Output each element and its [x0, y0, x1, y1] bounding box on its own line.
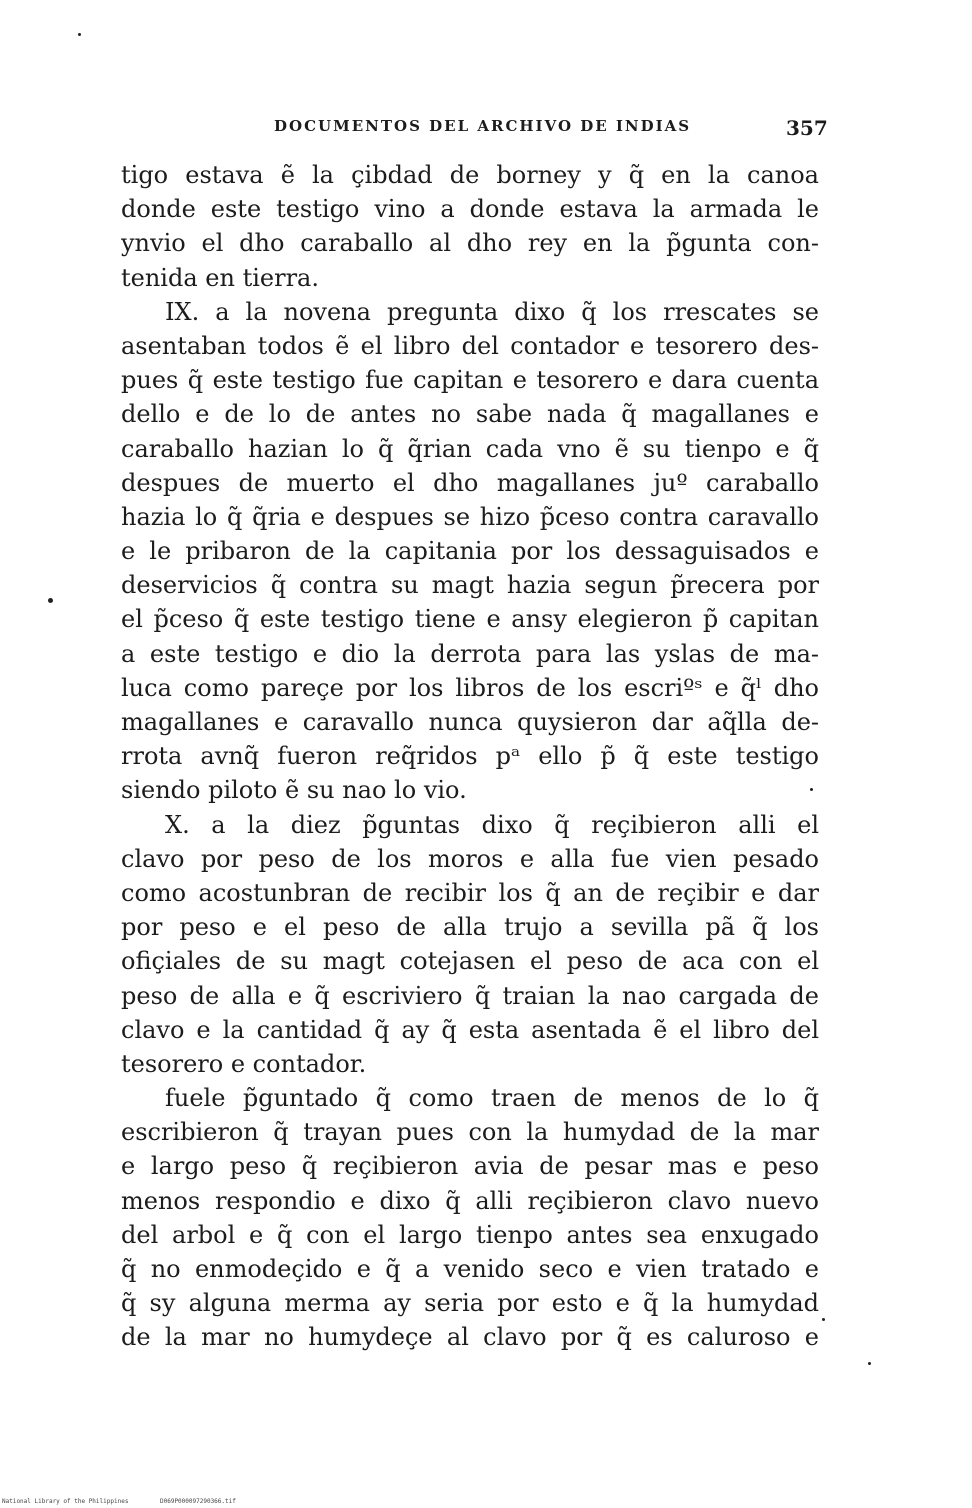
scan-speck [810, 788, 813, 791]
text-line: fuele p̃guntado q̃ como traen de menos de lo q̃ [165, 1084, 819, 1113]
body-text [121, 158, 819, 1355]
text-line: rrota avnq̃ fueron req̃ridos pᵃ ello p̃ q̃ este testigo [121, 742, 819, 771]
text-line: X. a la diez p̃guntas dixo q̃ reçibieron alli el [165, 810, 819, 839]
text-line: el p̃ceso q̃ este testigo tiene e ansy elegieron p̃ capitan [121, 605, 819, 634]
text-line: por peso e el peso de alla trujo a sevilla pã q̃ los [121, 913, 819, 942]
text-line: luca como pareçe por los libros de los escriºˢ e q̃ˡ dho [121, 673, 819, 702]
text-line: despues de muerto el dho magallanes juº caraballo [121, 468, 819, 497]
text-line: clavo e la cantidad q̃ ay q̃ esta asentada ẽ el libro del [121, 1015, 819, 1044]
scan-speck [78, 33, 81, 36]
text-line: magallanes e caravallo nunca quysieron dar aq̃lla de- [121, 708, 819, 736]
scan-speck [868, 1362, 871, 1365]
text-line: hazia lo q̃ q̃ria e despues se hizo p̃ceso contra caravallo [121, 502, 819, 531]
text-line: del arbol e q̃ con el largo tienpo antes sea enxugado [121, 1220, 819, 1249]
page-number: 357 [786, 116, 828, 140]
text-line: IX. a la novena pregunta dixo q̃ los rrescates se [165, 297, 819, 326]
text-line: escribieron q̃ trayan pues con la humydad de la mar [121, 1118, 819, 1147]
text-line: e largo peso q̃ reçibieron avia de pesar mas e peso [121, 1152, 819, 1181]
text-line: dello e de lo de antes no sabe nada q̃ magallanes e [121, 400, 819, 429]
text-line: de la mar no humydeçe al clavo por q̃ es caluroso e [121, 1323, 819, 1352]
text-line: tigo estava ẽ la çibdad de borney y q̃ en la canoa [121, 161, 819, 189]
text-line: donde este testigo vino a donde estava la armada le [121, 195, 819, 224]
text-line: e le pribaron de la capitania por los dessaguisados e [121, 537, 819, 566]
text-line: asentaban todos ẽ el libro del contador e tesorero des- [121, 331, 819, 360]
running-title: DOCUMENTOS DEL ARCHIVO DE INDIAS [274, 117, 692, 135]
text-line: pues q̃ este testigo fue capitan e tesorero e dara cuenta [121, 366, 819, 395]
text-line: como acostunbran de recibir los q̃ an de reçibir e dar [121, 878, 819, 907]
scan-speck [48, 598, 53, 603]
text-line: tenida en tierra. [121, 263, 319, 292]
text-line: menos respondio e dixo q̃ alli reçibieron clavo nuevo [121, 1186, 819, 1215]
text-line: clavo por peso de los moros e alla fue vien pesado [121, 844, 819, 873]
text-line: q̃ sy alguna merma ay seria por esto e q̃ la humydad [121, 1289, 819, 1318]
text-line: siendo piloto ẽ su nao lo vio. [121, 776, 467, 805]
footer-library: National Library of the Philippines [2, 1498, 129, 1505]
footer-file-code: D069P000097290366.tif [160, 1498, 236, 1505]
text-line: tesorero e contador. [121, 1049, 367, 1078]
scan-speck [822, 1318, 825, 1321]
text-line: peso de alla e q̃ escriviero q̃ traian la nao cargada de [121, 981, 819, 1010]
text-line: a este testigo e dio la derrota para las yslas de ma- [121, 639, 819, 668]
text-line: caraballo hazian lo q̃ q̃rian cada vno ẽ su tienpo e q̃ [121, 434, 819, 463]
text-line: deservicios q̃ contra su magt hazia segun p̃recera por [121, 571, 819, 600]
text-line: ofiçiales de su magt cotejasen el peso de aca con el [121, 947, 819, 976]
text-line: q̃ no enmodeçido e q̃ a venido seco e vien tratado e [121, 1255, 819, 1283]
text-line: ynvio el dho caraballo al dho rey en la p̃gunta con- [121, 229, 819, 258]
